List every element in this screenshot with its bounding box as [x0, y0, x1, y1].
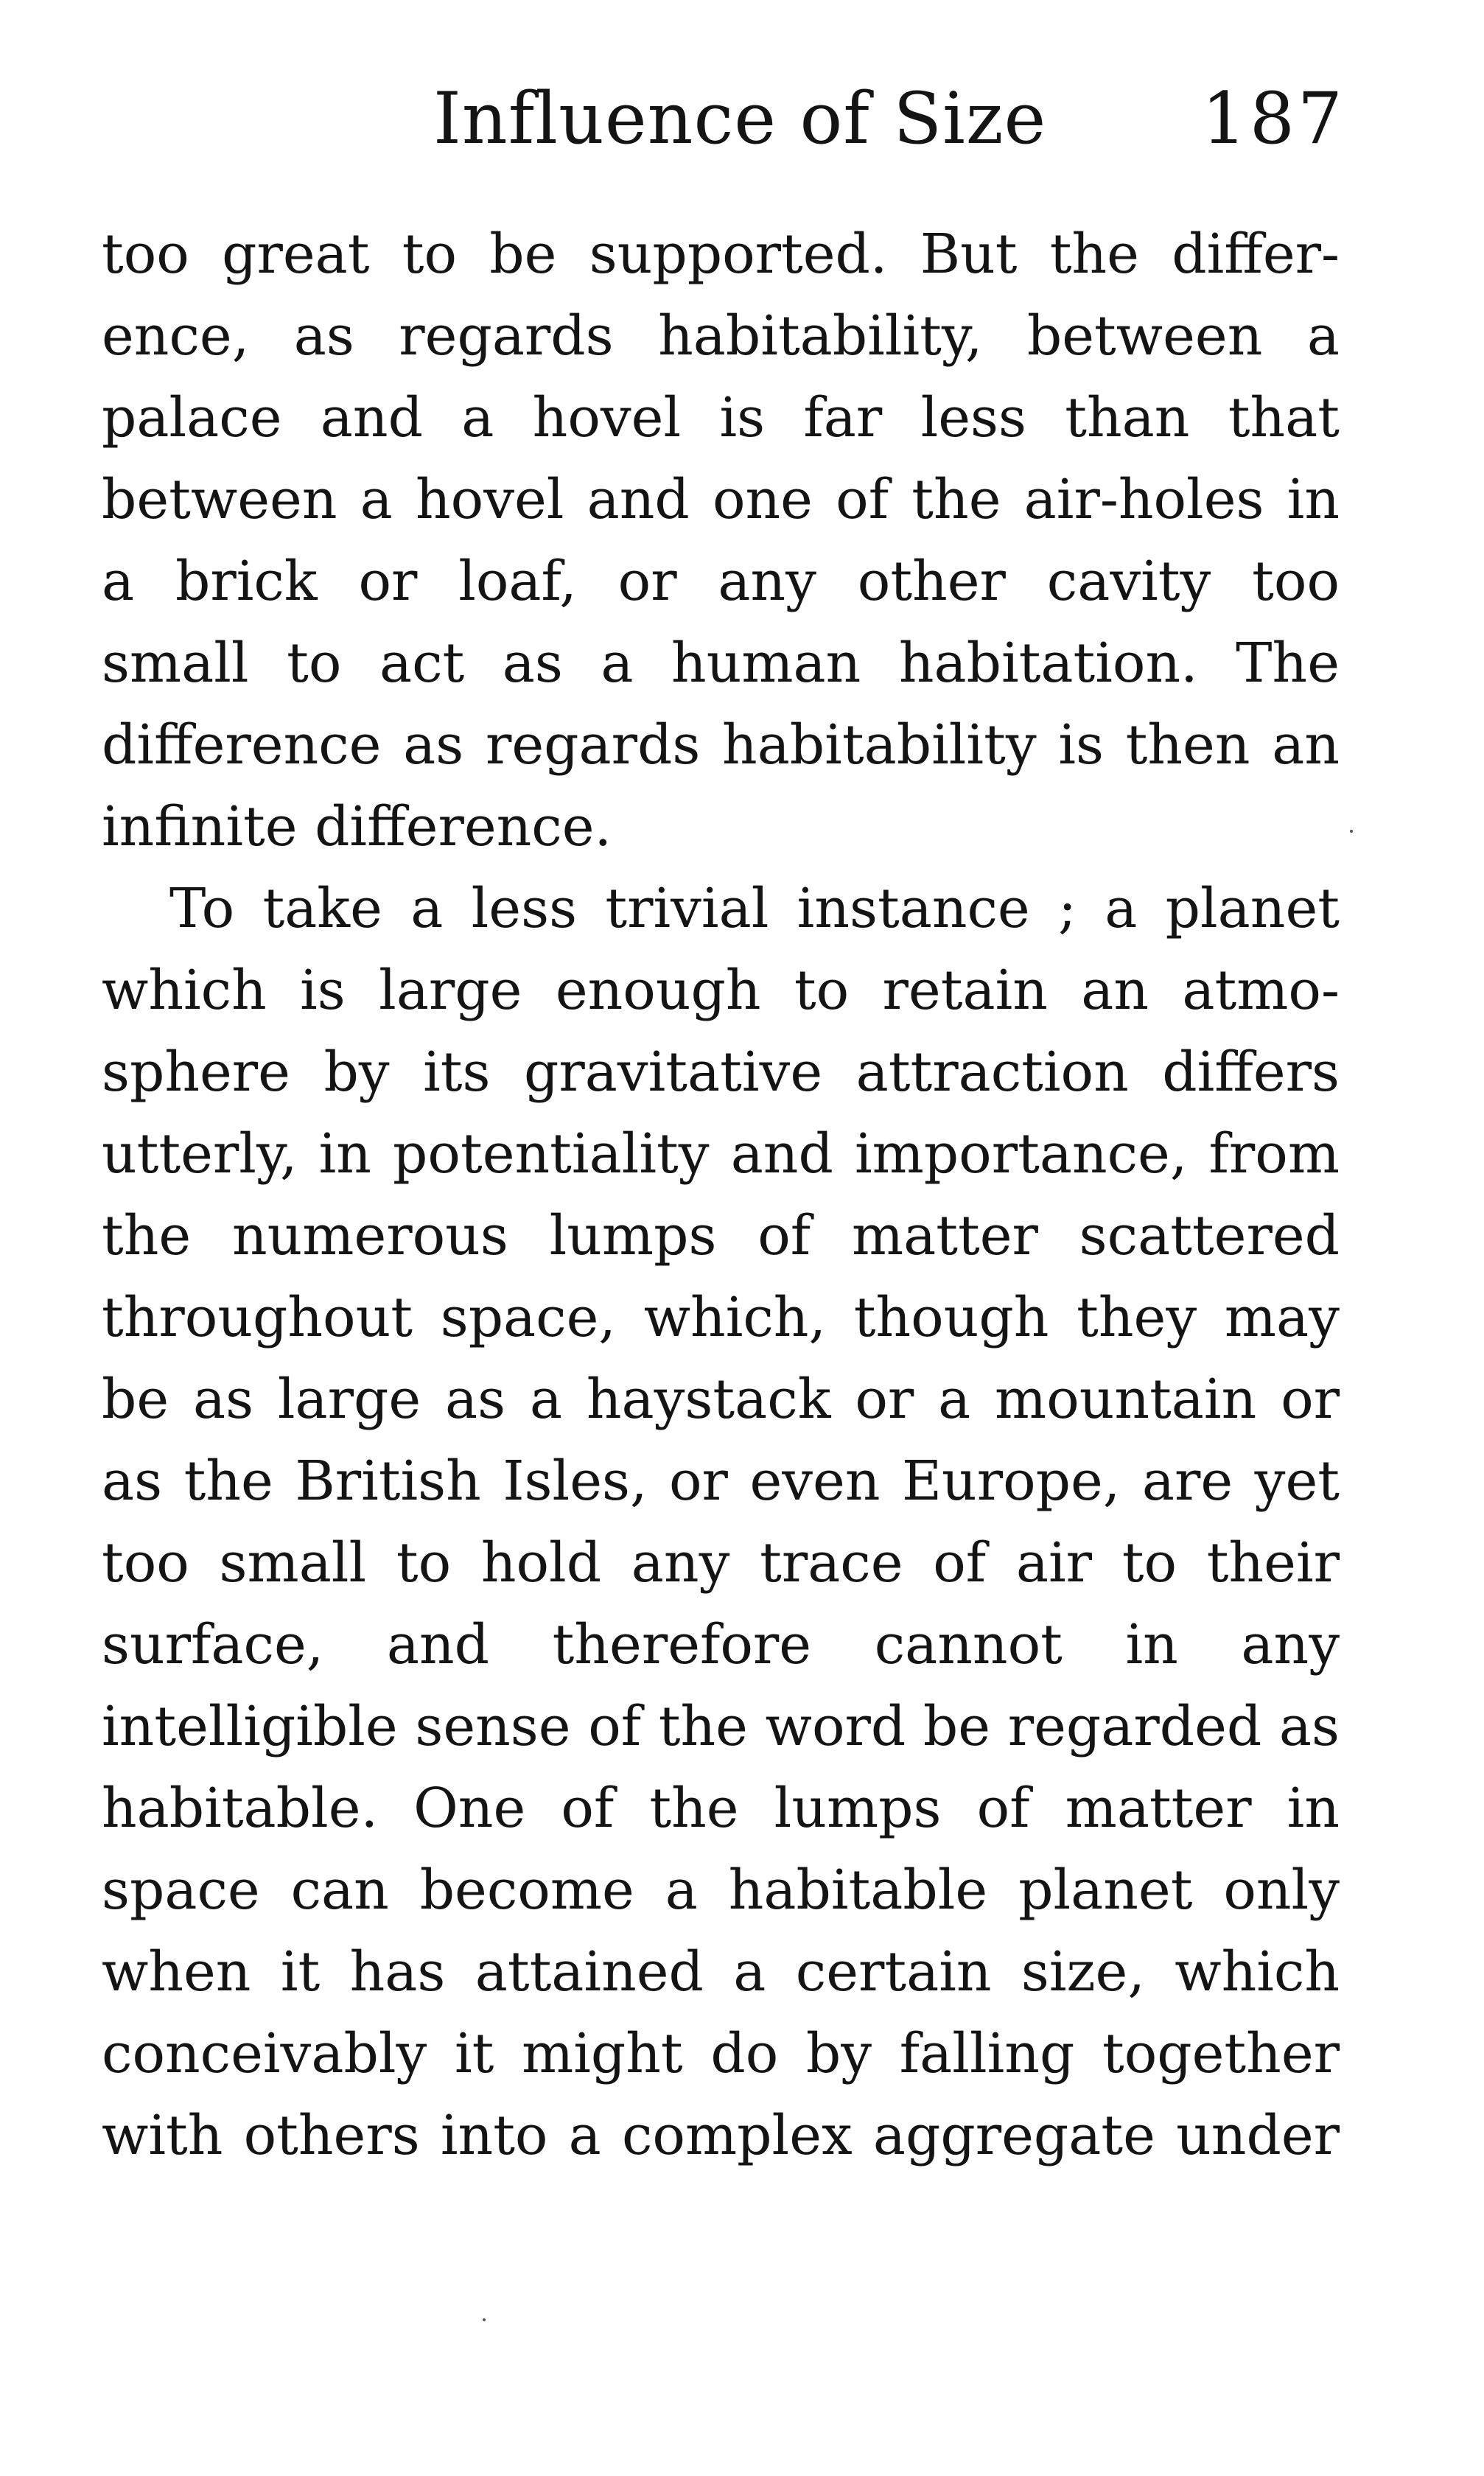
- paragraph-1: [102, 214, 1340, 868]
- print-speck: [483, 2318, 486, 2321]
- text-line: a brick or loaf, or any other cavity too: [102, 550, 1340, 613]
- body-text: [102, 214, 1340, 2177]
- text-line: palace and a hovel is far less than that: [102, 386, 1340, 450]
- text-line: space can become a habitable planet only: [102, 1858, 1340, 1922]
- running-head: [0, 71, 1484, 167]
- text-line: surface, and therefore cannot in any: [102, 1613, 1340, 1676]
- running-title: Influence of Size: [433, 77, 1047, 160]
- page-number: 187: [1201, 77, 1345, 160]
- text-line: too great to be supported. But the differ-: [102, 223, 1340, 286]
- text-line: habitable. One of the lumps of matter in: [102, 1777, 1340, 1840]
- text-line: be as large as a haystack or a mountain or: [102, 1368, 1340, 1431]
- text-line: sphere by its gravitative attraction differs: [102, 1041, 1340, 1104]
- text-line: when it has attained a certain size, which: [102, 1940, 1340, 2004]
- text-line: difference as regards habitability is then an: [102, 713, 1340, 777]
- text-line: ence, as regards habitability, between a: [102, 304, 1340, 368]
- text-line: as the British Isles, or even Europe, are yet: [102, 1449, 1340, 1513]
- text-line: between a hovel and one of the air-holes in: [102, 468, 1340, 531]
- text-line: with others into a complex aggregate under: [102, 2104, 1340, 2167]
- text-line: the numerous lumps of matter scattered: [102, 1204, 1340, 1267]
- text-line: utterly, in potentiality and importance, from: [102, 1122, 1340, 1186]
- text-line: infinite difference.: [102, 795, 612, 858]
- print-speck: [1350, 830, 1353, 833]
- paragraph-2: [102, 868, 1340, 2177]
- text-line: To take a less trivial instance ; a planet: [169, 877, 1340, 940]
- text-line: conceivably it might do by falling together: [102, 2022, 1340, 2085]
- text-line: intelligible sense of the word be regarded as: [102, 1695, 1340, 1758]
- text-line: too small to hold any trace of air to their: [102, 1531, 1340, 1595]
- text-line: throughout space, which, though they may: [102, 1286, 1340, 1349]
- text-line: which is large enough to retain an atmo-: [102, 959, 1340, 1022]
- text-line: small to act as a human habitation. The: [102, 632, 1340, 695]
